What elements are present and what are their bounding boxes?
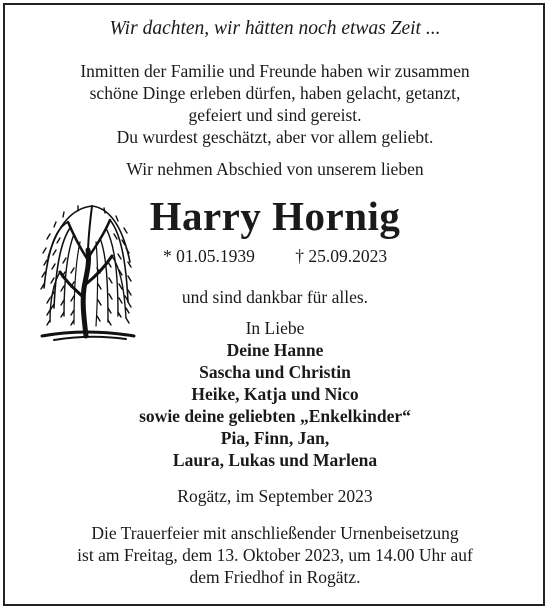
mourner-line: Sascha und Christin xyxy=(199,362,351,382)
intro-line: schöne Dinge erleben dürfen, haben gelacht, getanzt, xyxy=(89,83,461,103)
in-love-label: In Liebe xyxy=(245,318,305,338)
mourner-line: Heike, Katja und Nico xyxy=(191,384,359,404)
mourner-line: Laura, Lukas und Marlena xyxy=(172,450,378,470)
death-date: † 25.09.2023 xyxy=(295,246,388,266)
intro-line: Inmitten der Familie und Freunde haben wir zusammen xyxy=(80,61,470,81)
intro-line: gefeiert und sind gereist. xyxy=(188,105,362,125)
mourner-line: Pia, Finn, Jan, xyxy=(220,428,330,448)
service-line: dem Friedhof in Rogätz. xyxy=(189,567,361,587)
place-date: Rogätz, im September 2023 xyxy=(177,486,373,506)
mourner-line: sowie deine geliebten „Enkelkinder“ xyxy=(139,406,411,426)
funeral-service-info xyxy=(0,522,550,588)
motto: Wir dachten, wir hätten noch etwas Zeit ... xyxy=(109,18,441,39)
thanks-text: und sind dankbar für alles. xyxy=(181,287,369,307)
service-line: Die Trauerfeier mit anschließender Urnenbeisetzung xyxy=(91,523,459,543)
service-line: ist am Freitag, dem 13. Oktober 2023, um 14.00 Uhr auf xyxy=(77,545,473,565)
intro-line: Du wurdest geschätzt, aber vor allem geliebt. xyxy=(116,127,434,147)
birth-date: * 01.05.1939 xyxy=(162,246,255,266)
intro-text xyxy=(0,60,550,148)
farewell-text: Wir nehmen Abschied von unserem lieben xyxy=(126,159,424,179)
weeping-willow-icon xyxy=(34,198,138,344)
mourner-line: Deine Hanne xyxy=(226,340,324,360)
deceased-name: Harry Hornig xyxy=(149,193,401,239)
